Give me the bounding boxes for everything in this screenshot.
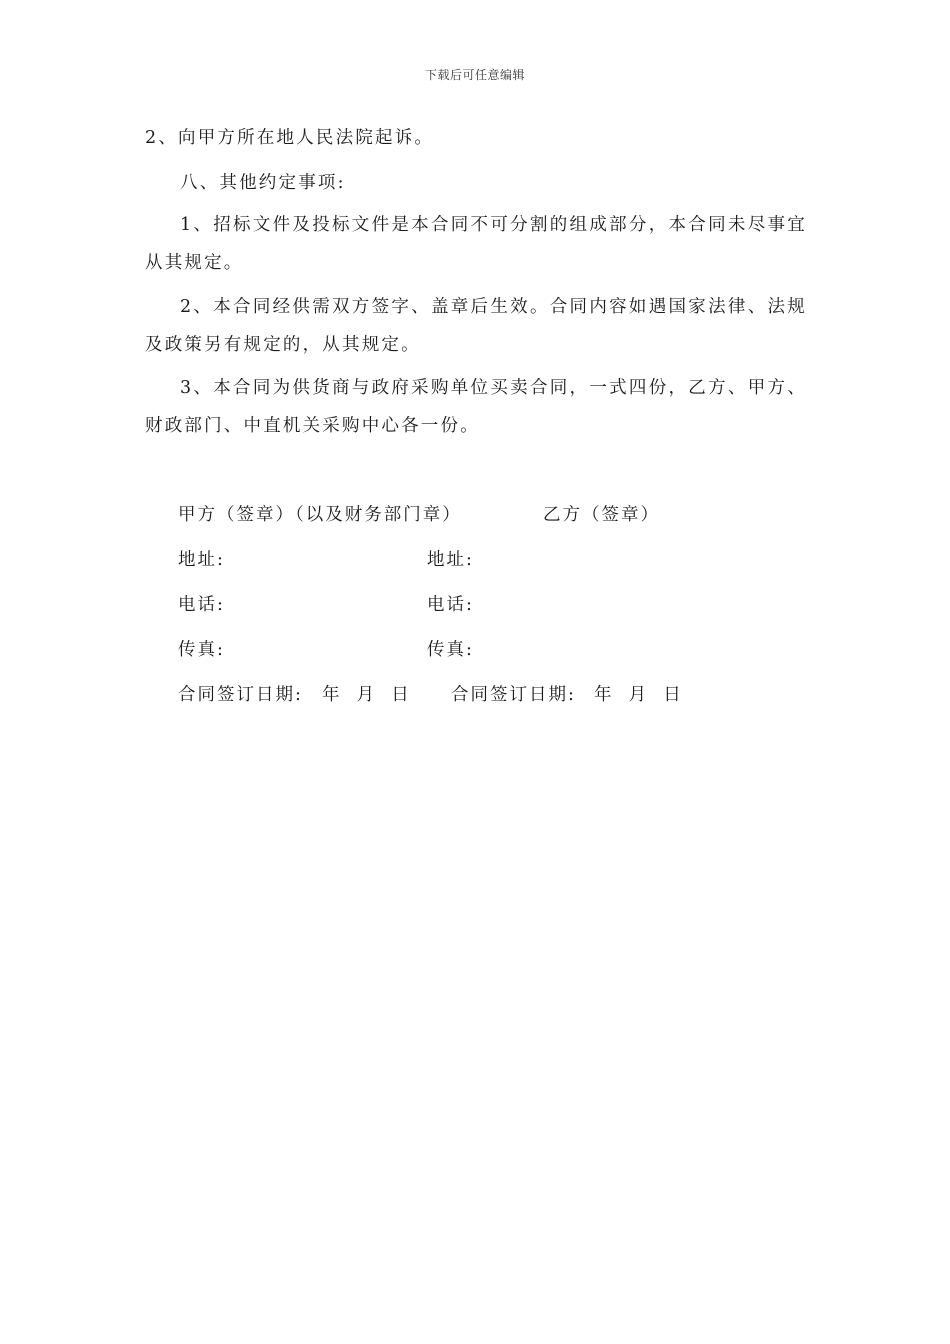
- paragraph-term-1: 1、招标文件及投标文件是本合同不可分割的组成部分，本合同未尽事宜从其规定。: [145, 215, 807, 273]
- signature-title-row: [178, 503, 778, 527]
- party-a-address-label: 地址:: [178, 550, 225, 570]
- party-b-address-label: 地址:: [427, 550, 474, 570]
- party-a-date-value: 年 月 日: [322, 685, 411, 705]
- party-b-phone-label: 电话:: [427, 595, 474, 615]
- phone-row: [178, 593, 778, 617]
- party-b-fax-label: 传真:: [427, 640, 474, 660]
- paragraph-term-3: 3、本合同为供货商与政府采购单位买卖合同，一式四份，乙方、甲方、财政部门、中直机关采购中心各一份。: [145, 378, 807, 436]
- party-a-fax-label: 传真:: [178, 640, 225, 660]
- date-row: [178, 683, 778, 707]
- fax-row: [178, 638, 778, 662]
- party-a-date-label: 合同签订日期:: [178, 685, 303, 705]
- section-heading-other-terms: 八、其他约定事项:: [180, 173, 346, 193]
- party-a-title: 甲方（签章）（以及财务部门章）: [178, 505, 462, 525]
- party-b-title: 乙方（签章）: [543, 505, 660, 525]
- paragraph-lawsuit: 2、向甲方所在地人民法院起诉。: [145, 128, 435, 148]
- address-row: [178, 548, 778, 572]
- party-a-phone-label: 电话:: [178, 595, 225, 615]
- header-note: 下载后可任意编辑: [424, 68, 525, 82]
- party-b-date-label: 合同签订日期:: [451, 685, 576, 705]
- paragraph-term-2: 2、本合同经供需双方签字、盖章后生效。合同内容如遇国家法律、法规及政策另有规定的，从其规定。: [145, 297, 807, 355]
- party-b-date-value: 年 月 日: [594, 685, 683, 705]
